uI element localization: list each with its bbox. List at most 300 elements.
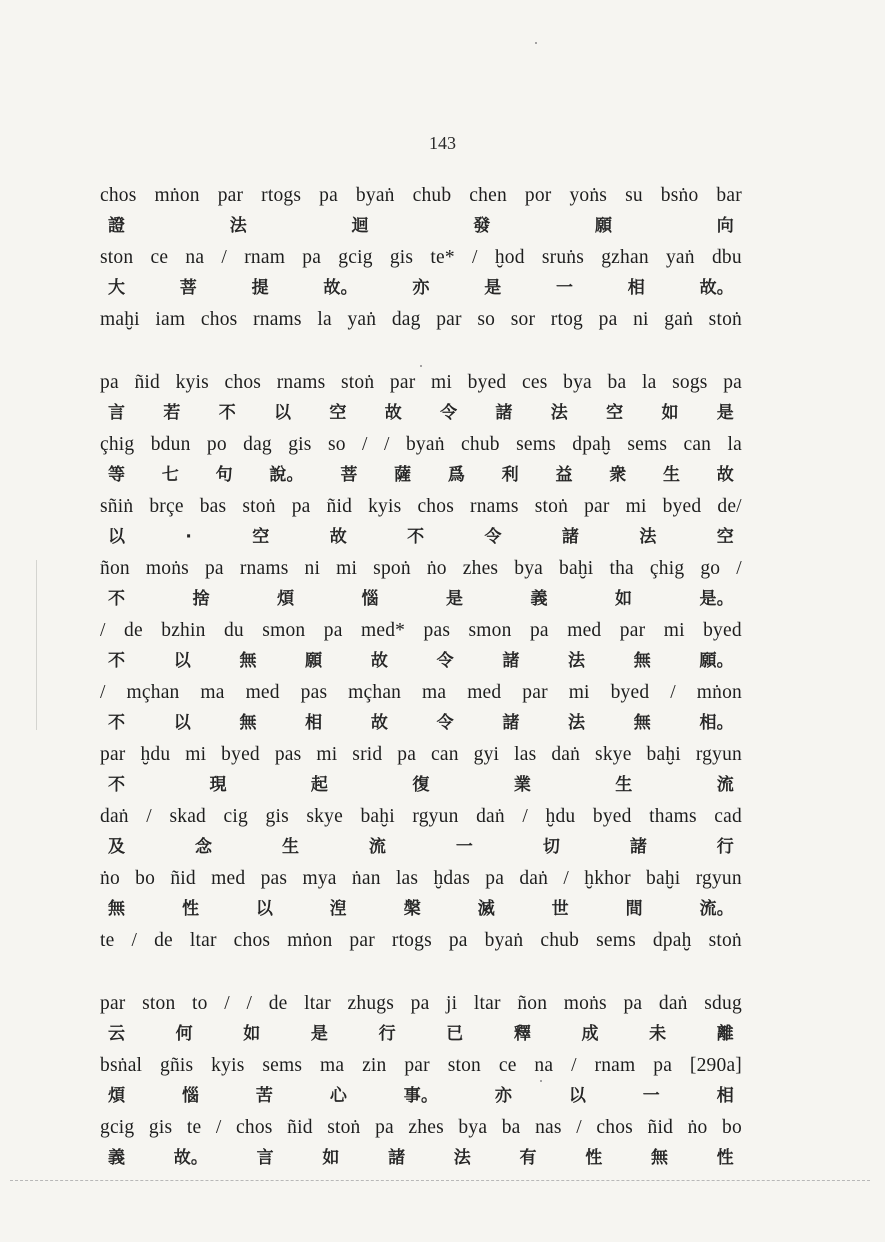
gloss-character: 法	[229, 216, 247, 236]
word: ces	[522, 372, 548, 393]
gloss-character: 及	[108, 837, 126, 857]
chinese-gloss-line	[100, 522, 742, 553]
word: la	[641, 372, 657, 393]
gloss-character: 空	[329, 403, 347, 423]
word: chub	[461, 434, 500, 455]
word: pa	[623, 993, 643, 1014]
word: pa	[291, 496, 311, 517]
gloss-character: 法	[453, 1148, 471, 1168]
gloss-character: 捨	[192, 589, 210, 609]
scan-speck	[535, 42, 537, 44]
word: ñid	[326, 496, 353, 517]
word: la	[317, 309, 332, 330]
gloss-character: 諸	[388, 1148, 406, 1168]
word: pas	[260, 868, 288, 889]
word: bya	[563, 372, 592, 393]
page-number: 143	[429, 133, 456, 153]
word: pa	[319, 185, 338, 206]
word: skye	[306, 806, 343, 827]
gloss-character: 是	[716, 403, 734, 423]
word: dpaḫ	[572, 434, 611, 455]
word: zin	[362, 1055, 387, 1076]
word: daṅ	[100, 806, 129, 827]
gloss-character: 說。	[269, 465, 304, 485]
tibetan-transliteration-line	[100, 367, 742, 398]
gloss-character: 以	[173, 651, 191, 671]
word: mi	[431, 372, 453, 393]
tibetan-transliteration-line	[100, 491, 742, 522]
gloss-character: 薩	[394, 465, 412, 485]
tibetan-transliteration-line	[100, 1050, 742, 1081]
word: sems	[262, 1055, 303, 1076]
word: gñis	[160, 1055, 194, 1076]
gloss-character: 以	[108, 527, 126, 547]
chinese-gloss-line	[100, 1019, 742, 1050]
gloss-character: 諸	[629, 837, 648, 857]
word: byed	[662, 496, 702, 517]
gloss-character: 惱	[181, 1086, 200, 1106]
gloss-character: 行	[716, 837, 734, 857]
word: /	[215, 1117, 222, 1138]
gloss-character: 言	[256, 1148, 274, 1168]
word: go	[700, 558, 721, 579]
word: çhig	[100, 434, 135, 455]
word: mṅon	[287, 930, 333, 951]
word: ltar	[189, 930, 217, 951]
word: par	[100, 993, 126, 1014]
word: te	[186, 1117, 202, 1138]
gloss-character: 義	[530, 589, 548, 609]
word: pa	[100, 372, 119, 393]
word: yaṅ	[347, 309, 377, 330]
word: te	[100, 930, 115, 951]
gloss-character: 滅	[477, 899, 495, 919]
word: mi	[185, 744, 207, 765]
word: chen	[469, 185, 507, 206]
gloss-character: 如	[322, 1148, 340, 1168]
word: par	[100, 744, 126, 765]
word: thams	[649, 806, 697, 827]
word: /	[224, 993, 230, 1014]
gloss-character: 何	[175, 1024, 193, 1044]
word: ñid	[170, 868, 196, 889]
word: du	[223, 620, 244, 641]
tibetan-transliteration-line	[100, 553, 742, 584]
word: rtogs	[391, 930, 432, 951]
word: yaṅ	[665, 247, 695, 268]
word: ḫdu	[545, 806, 576, 827]
gloss-character: 心	[329, 1086, 348, 1106]
word: pa	[598, 309, 618, 330]
word: zhugs	[347, 993, 395, 1014]
word: gcig	[338, 247, 373, 268]
tibetan-transliteration-line	[100, 180, 742, 211]
gloss-character: 故。	[173, 1148, 209, 1168]
word: ḫod	[494, 247, 525, 268]
paragraph-gap	[100, 335, 742, 367]
gloss-character: 流	[368, 837, 387, 857]
gloss-character: 生	[663, 465, 681, 485]
word: po	[206, 434, 227, 455]
word: cig	[223, 806, 248, 827]
word: par	[349, 930, 375, 951]
word: baḫi	[559, 558, 594, 579]
tibetan-transliteration-line	[100, 677, 742, 708]
word: daṅ	[476, 806, 505, 827]
word: smon	[262, 620, 306, 641]
word: byaṅ	[484, 930, 524, 951]
gloss-character: 空	[606, 403, 624, 423]
word: ma	[319, 1055, 345, 1076]
word: med*	[360, 620, 406, 641]
word: med	[467, 682, 502, 703]
gloss-character: 義	[108, 1148, 126, 1168]
gloss-character: 故	[370, 651, 389, 671]
word: so	[477, 309, 496, 330]
word: par	[619, 620, 646, 641]
word: stoṅ	[327, 1117, 361, 1138]
gloss-character: 空	[716, 527, 734, 547]
word: byed	[221, 744, 260, 765]
gloss-character: 煩	[277, 589, 295, 609]
gloss-character: 亦	[412, 278, 430, 298]
word: ñon	[100, 558, 130, 579]
word: can	[683, 434, 712, 455]
gloss-character: 不	[218, 403, 236, 423]
word: chos	[224, 372, 262, 393]
word: byaṅ	[355, 185, 395, 206]
word: de	[124, 620, 143, 641]
gloss-character: 不	[108, 713, 126, 733]
word: ṅan	[351, 868, 381, 889]
word: ma	[422, 682, 447, 703]
word: bdun	[150, 434, 191, 455]
gloss-character: 煩	[108, 1086, 126, 1106]
gloss-character: 法	[568, 713, 586, 733]
word: /	[221, 247, 228, 268]
word: mi	[316, 744, 338, 765]
word: bas	[199, 496, 227, 517]
word: las	[395, 868, 419, 889]
word: skad	[169, 806, 206, 827]
word: rnam	[244, 247, 286, 268]
gloss-character: 提	[251, 278, 269, 298]
gloss-character: 法	[639, 527, 657, 547]
gloss-character: 已	[446, 1024, 464, 1044]
word: baḫi	[646, 868, 681, 889]
word: /	[100, 682, 106, 703]
gloss-character: 以	[173, 713, 191, 733]
word: /	[736, 558, 742, 579]
gloss-character: 句	[215, 465, 233, 485]
gloss-character: 若	[163, 403, 181, 423]
chinese-gloss-line	[100, 708, 742, 739]
gloss-character: 等	[108, 465, 126, 485]
gloss-character: 願。	[699, 651, 734, 671]
word: /	[362, 434, 368, 455]
gloss-character: 衆	[609, 465, 627, 485]
gloss-character: 不	[108, 651, 126, 671]
word: ñid	[134, 372, 160, 393]
gloss-character: 七	[161, 465, 179, 485]
tibetan-transliteration-line	[100, 615, 742, 646]
gloss-character: 流。	[699, 899, 734, 919]
gloss-character: 相	[305, 713, 323, 733]
word: sems	[627, 434, 668, 455]
word: rtogs	[261, 185, 302, 206]
word: ba	[501, 1117, 521, 1138]
word: sor	[510, 309, 536, 330]
gloss-character: 槃	[403, 899, 421, 919]
word: spoṅ	[373, 558, 411, 579]
word: sogs	[672, 372, 708, 393]
gloss-character: 無	[108, 899, 126, 919]
gloss-character: 生	[615, 775, 633, 795]
gloss-character: ·	[185, 527, 193, 547]
word: baḫi	[646, 744, 681, 765]
word: pa	[302, 247, 322, 268]
gloss-character: 無	[650, 1148, 669, 1168]
word: /	[100, 620, 106, 641]
word: ce	[498, 1055, 517, 1076]
word: mi	[663, 620, 685, 641]
word: mṅon	[154, 185, 200, 206]
word: mya	[302, 868, 337, 889]
word: su	[625, 185, 643, 206]
word: rnams	[253, 309, 302, 330]
tibetan-transliteration-line	[100, 242, 742, 273]
word: mi	[568, 682, 590, 703]
word: chos	[200, 309, 238, 330]
word: stoṅ	[242, 496, 276, 517]
gloss-character: 無	[239, 713, 257, 733]
gloss-character: 如	[243, 1024, 261, 1044]
gloss-character: 現	[209, 775, 227, 795]
gloss-character: 不	[108, 775, 126, 795]
word: chos	[417, 496, 454, 517]
word: mi	[625, 496, 647, 517]
gloss-character: 無	[633, 713, 651, 733]
gloss-character: 是。	[699, 589, 734, 609]
word: can	[431, 744, 459, 765]
word: par	[522, 682, 548, 703]
word: rnam	[594, 1055, 636, 1076]
gloss-character: 相	[716, 1086, 734, 1106]
word: to	[192, 993, 208, 1014]
word: pa	[485, 868, 505, 889]
word: dpaḫ	[652, 930, 692, 951]
word: sems	[596, 930, 636, 951]
gloss-character: 生	[281, 837, 300, 857]
word: /	[384, 434, 390, 455]
word: pa	[723, 372, 742, 393]
gloss-character: 惱	[361, 589, 379, 609]
word: bo	[722, 1117, 742, 1138]
word: med	[211, 868, 246, 889]
word: bya	[458, 1117, 488, 1138]
word: gaṅ	[664, 309, 694, 330]
chinese-gloss-line	[100, 584, 742, 615]
word: por	[524, 185, 552, 206]
word: las	[514, 744, 537, 765]
margin-scan-line	[36, 560, 37, 730]
tibetan-transliteration-line	[100, 429, 742, 460]
gloss-character: 相。	[699, 713, 734, 733]
word: dag	[391, 309, 421, 330]
gloss-character: 相	[627, 278, 645, 298]
word: gis	[148, 1117, 173, 1138]
word: daṅ	[551, 744, 581, 765]
word: dbu	[711, 247, 742, 268]
word: zhes	[462, 558, 499, 579]
word: ltar	[473, 993, 501, 1014]
word: kyis	[368, 496, 402, 517]
gloss-character: 證	[108, 216, 126, 236]
word: la	[727, 434, 742, 455]
word: gyi	[473, 744, 500, 765]
gloss-character: 亦	[494, 1086, 513, 1106]
word: ṅo	[687, 1117, 708, 1138]
tibetan-transliteration-line	[100, 863, 742, 894]
chinese-gloss-line	[100, 460, 742, 491]
gloss-character: 間	[625, 899, 643, 919]
gloss-character: 性	[181, 899, 200, 919]
word: /	[246, 993, 253, 1014]
word: /	[522, 806, 528, 827]
word: de	[154, 930, 173, 951]
word: bya	[514, 558, 544, 579]
gloss-character: 性	[585, 1148, 603, 1168]
gloss-character: 菩	[179, 278, 197, 298]
word: pa	[529, 620, 549, 641]
word: pa	[410, 993, 430, 1014]
word: bsṅal	[100, 1055, 143, 1076]
word: rnams	[239, 558, 289, 579]
word: stoṅ	[340, 372, 375, 393]
word: chos	[233, 930, 271, 951]
word: tha	[609, 558, 634, 579]
gloss-character: 以	[568, 1086, 587, 1106]
word: brçe	[149, 496, 184, 517]
gloss-character: 未	[649, 1024, 667, 1044]
word: te*	[430, 247, 455, 268]
word: bzhin	[161, 620, 206, 641]
gloss-character: 行	[378, 1024, 396, 1044]
word: bsṅo	[660, 185, 699, 206]
word: /	[131, 930, 138, 951]
word: so	[327, 434, 346, 455]
tibetan-transliteration-line	[100, 925, 742, 956]
gloss-character: 諸	[561, 527, 580, 547]
gloss-character: 一	[455, 837, 474, 857]
word: par	[389, 372, 416, 393]
word: de/	[717, 496, 742, 517]
gloss-character: 湼	[329, 899, 348, 919]
word: stoṅ	[708, 930, 742, 951]
chinese-gloss-line	[100, 1143, 742, 1174]
gloss-character: 益	[555, 465, 573, 485]
word: ba	[607, 372, 627, 393]
word: bar	[716, 185, 742, 206]
gloss-character: 離	[716, 1024, 734, 1044]
gloss-character: 切	[542, 837, 561, 857]
word: skye	[595, 744, 632, 765]
gloss-character: 無	[239, 651, 257, 671]
word: stoṅ	[708, 309, 742, 330]
chinese-gloss-line	[100, 273, 742, 304]
word: /	[571, 1055, 577, 1076]
word: ḫkhor	[584, 868, 631, 889]
word: rtog	[550, 309, 584, 330]
gloss-character: 法	[550, 403, 568, 423]
word: /	[146, 806, 152, 827]
word: gis	[265, 806, 289, 827]
word: ce	[150, 247, 169, 268]
word: moṅs	[563, 993, 607, 1014]
gloss-character: 利	[501, 465, 519, 485]
word: ni	[633, 309, 649, 330]
gloss-character: 故	[384, 403, 402, 423]
gloss-character: 如	[615, 589, 633, 609]
word: srid	[352, 744, 383, 765]
word: çhig	[649, 558, 685, 579]
word: bo	[135, 868, 156, 889]
gloss-character: 向	[716, 216, 734, 236]
gloss-character: 故。	[699, 278, 734, 298]
chinese-gloss-line	[100, 211, 742, 242]
tibetan-transliteration-line	[100, 739, 742, 770]
page-bottom-edge	[10, 1180, 870, 1182]
word: par	[584, 496, 610, 517]
gloss-character: 一	[642, 1086, 660, 1106]
word: de	[268, 993, 288, 1014]
word: ston	[142, 993, 176, 1014]
gloss-character: 是	[484, 278, 502, 298]
gloss-character: 故	[370, 713, 389, 733]
word: rgyun	[695, 868, 742, 889]
word: pa	[375, 1117, 394, 1138]
gloss-character: 故。	[323, 278, 358, 298]
word: chub	[540, 930, 580, 951]
gloss-character: 性	[716, 1148, 734, 1168]
word: byed	[467, 372, 507, 393]
gloss-character: 諸	[495, 403, 513, 423]
word: mṅon	[696, 682, 742, 703]
word: kyis	[175, 372, 209, 393]
gloss-character: 爲	[447, 465, 466, 485]
tibetan-transliteration-line	[100, 1112, 742, 1143]
word: pa	[397, 744, 417, 765]
word: /	[563, 868, 570, 889]
word: /	[670, 682, 676, 703]
gloss-character: 復	[412, 775, 430, 795]
word: pas	[274, 744, 302, 765]
tibetan-transliteration-line	[100, 304, 742, 335]
gloss-character: 願	[595, 216, 613, 236]
gloss-character: 業	[513, 775, 532, 795]
gloss-character: 令	[440, 403, 458, 423]
gloss-character: 苦	[255, 1086, 274, 1106]
word: rgyun	[412, 806, 459, 827]
gloss-character: 是	[310, 1024, 329, 1044]
gloss-character: 願	[305, 651, 323, 671]
word: pa	[204, 558, 224, 579]
text-body	[100, 180, 742, 1174]
chinese-gloss-line	[100, 1081, 742, 1112]
gloss-character: 成	[581, 1024, 599, 1044]
word: mçhan	[126, 682, 180, 703]
chinese-gloss-line	[100, 770, 742, 801]
